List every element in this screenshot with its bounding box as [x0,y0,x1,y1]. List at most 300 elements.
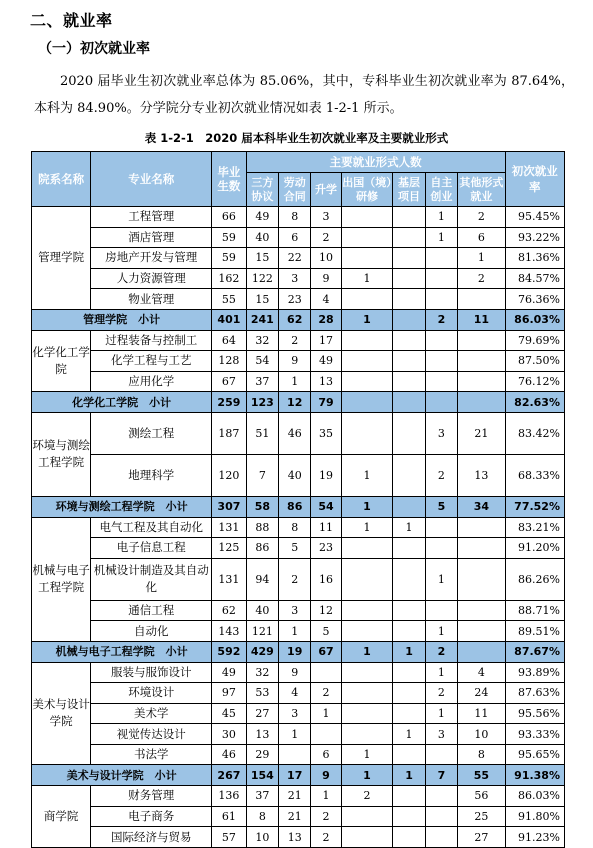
value-cell: 8 [246,806,278,827]
table-row [32,827,565,848]
value-cell: 21 [458,412,506,454]
value-cell: 241 [246,309,278,330]
major-name: 过程装备与控制工 [91,330,212,351]
value-cell: 162 [212,268,247,289]
value-cell [341,412,393,454]
header-form: 出国（境）研修 [341,173,393,207]
table-caption: 表 1-2-1 2020 届本科毕业生初次就业率及主要就业形式 [144,131,449,145]
value-cell [393,703,425,724]
value-cell [393,683,425,704]
value-cell: 3 [279,703,311,724]
table-row [32,371,565,392]
section-title: 二、就业率 [30,11,113,30]
value-cell: 35 [311,412,341,454]
value-cell [393,289,425,310]
value-cell: 1 [393,641,425,662]
value-cell [393,600,425,621]
value-cell: 3 [279,268,311,289]
value-cell [341,371,393,392]
value-cell: 23 [311,538,341,559]
value-cell [425,517,457,538]
value-cell [425,786,457,807]
value-cell [341,827,393,848]
value-cell: 17 [279,765,311,786]
value-cell [393,786,425,807]
value-cell [458,392,506,413]
value-cell: 49 [246,207,278,228]
value-cell [425,538,457,559]
major-name: 房地产开发与管理 [91,248,212,269]
rate-cell: 77.52% [505,496,564,517]
value-cell: 1 [341,744,393,765]
header-major: 专业名称 [91,152,212,207]
rate-cell: 79.69% [505,330,564,351]
value-cell: 154 [246,765,278,786]
value-cell: 51 [246,412,278,454]
value-cell [341,600,393,621]
major-name: 工程管理 [91,207,212,228]
value-cell: 1 [425,558,457,600]
intro-paragraph: 2020 届毕业生初次就业率总体为 85.06%，其中，专科毕业生初次就业率为 87.64%，本科为 84.90%。分学院分专业初次就业情况如表 1-2-1 所示。 [34,74,574,116]
value-cell: 54 [246,351,278,372]
table-row [32,662,565,683]
value-cell [458,351,506,372]
rate-cell: 91.80% [505,806,564,827]
subtotal-row [32,496,565,517]
major-name: 国际经济与贸易 [91,827,212,848]
value-cell: 15 [246,289,278,310]
table-row [32,248,565,269]
table-row [32,412,565,454]
value-cell [425,600,457,621]
value-cell [393,744,425,765]
value-cell [458,621,506,642]
value-cell [425,827,457,848]
value-cell: 1 [311,703,341,724]
value-cell: 5 [311,621,341,642]
value-cell [458,371,506,392]
value-cell [279,744,311,765]
value-cell: 9 [279,662,311,683]
header-form: 其他形式就业 [458,173,506,207]
value-cell: 592 [212,641,247,662]
value-cell: 79 [311,392,341,413]
rate-cell: 76.36% [505,289,564,310]
value-cell: 121 [246,621,278,642]
rate-cell: 91.23% [505,827,564,848]
header-forms-group: 主要就业形式人数 [246,152,505,173]
value-cell: 37 [246,786,278,807]
value-cell [458,330,506,351]
subtotal-label: 管理学院 小计 [32,309,212,330]
value-cell [425,744,457,765]
value-cell: 27 [246,703,278,724]
rate-cell: 87.67% [505,641,564,662]
value-cell: 40 [246,227,278,248]
value-cell: 13 [279,827,311,848]
value-cell: 2 [458,268,506,289]
value-cell: 1 [311,786,341,807]
value-cell: 23 [279,289,311,310]
table-row [32,786,565,807]
rate-cell: 89.51% [505,621,564,642]
value-cell [341,724,393,745]
dept-name: 化学化工学院 [32,330,91,392]
rate-cell: 95.56% [505,703,564,724]
major-name: 酒店管理 [91,227,212,248]
subtotal-label: 化学化工学院 小计 [32,392,212,413]
value-cell [425,371,457,392]
value-cell: 125 [212,538,247,559]
value-cell: 28 [311,309,341,330]
value-cell [393,248,425,269]
value-cell: 27 [458,827,506,848]
value-cell: 40 [279,454,311,496]
value-cell: 3 [279,600,311,621]
dept-name: 环境与测绘工程学院 [32,412,91,496]
subtotal-label: 机械与电子工程学院 小计 [32,641,212,662]
value-cell: 1 [279,724,311,745]
value-cell [458,600,506,621]
value-cell [341,289,393,310]
employment-rate-table [31,151,565,848]
value-cell: 49 [311,351,341,372]
value-cell: 2 [425,309,457,330]
major-name: 测绘工程 [91,412,212,454]
value-cell: 120 [212,454,247,496]
value-cell: 54 [311,496,341,517]
major-name: 通信工程 [91,600,212,621]
value-cell: 2 [425,641,457,662]
value-cell: 86 [279,496,311,517]
value-cell [341,227,393,248]
rate-cell: 87.63% [505,683,564,704]
value-cell: 7 [425,765,457,786]
major-name: 化学工程与工艺 [91,351,212,372]
value-cell: 86 [246,538,278,559]
subtotal-row [32,392,565,413]
value-cell [393,538,425,559]
major-name: 电子商务 [91,806,212,827]
table-row [32,454,565,496]
value-cell [341,621,393,642]
value-cell [393,621,425,642]
rate-cell: 86.03% [505,309,564,330]
value-cell: 2 [311,827,341,848]
value-cell [458,558,506,600]
value-cell: 88 [246,517,278,538]
value-cell: 1 [279,621,311,642]
value-cell: 1 [425,703,457,724]
table-row [32,724,565,745]
value-cell [341,248,393,269]
table-row [32,351,565,372]
header-grads: 毕业生数 [212,152,247,207]
value-cell: 2 [279,330,311,351]
major-name: 电子信息工程 [91,538,212,559]
value-cell: 22 [279,248,311,269]
value-cell [393,496,425,517]
subtotal-row [32,765,565,786]
major-name: 机械设计制造及其自动化 [91,558,212,600]
header-rate: 初次就业率 [505,152,564,207]
major-name: 电气工程及其自动化 [91,517,212,538]
rate-cell: 91.38% [505,765,564,786]
value-cell: 55 [212,289,247,310]
header-dept: 院系名称 [32,152,91,207]
value-cell [341,703,393,724]
major-name: 书法学 [91,744,212,765]
value-cell [393,412,425,454]
value-cell: 10 [246,827,278,848]
value-cell: 94 [246,558,278,600]
value-cell: 1 [425,662,457,683]
value-cell: 19 [311,454,341,496]
rate-cell: 93.22% [505,227,564,248]
rate-cell: 81.36% [505,248,564,269]
value-cell: 307 [212,496,247,517]
value-cell: 30 [212,724,247,745]
value-cell: 9 [279,351,311,372]
value-cell: 62 [279,309,311,330]
value-cell: 2 [425,683,457,704]
value-cell: 2 [311,227,341,248]
table-row [32,330,565,351]
value-cell: 1 [425,227,457,248]
value-cell: 131 [212,517,247,538]
rate-cell: 95.45% [505,207,564,228]
value-cell: 55 [458,765,506,786]
value-cell: 37 [246,371,278,392]
subtotal-row [32,309,565,330]
value-cell: 40 [246,600,278,621]
value-cell: 1 [393,724,425,745]
value-cell [341,806,393,827]
value-cell: 3 [425,412,457,454]
value-cell: 5 [279,538,311,559]
value-cell: 11 [458,309,506,330]
value-cell: 3 [425,724,457,745]
value-cell: 32 [246,662,278,683]
value-cell: 66 [212,207,247,228]
value-cell: 12 [279,392,311,413]
header-form: 三方协议 [246,173,278,207]
value-cell [458,641,506,662]
value-cell: 267 [212,765,247,786]
value-cell: 16 [311,558,341,600]
value-cell: 1 [279,371,311,392]
value-cell: 67 [311,641,341,662]
major-name: 人力资源管理 [91,268,212,289]
table-body [32,207,565,848]
value-cell: 1 [425,207,457,228]
table-row [32,703,565,724]
value-cell [341,330,393,351]
value-cell: 4 [279,683,311,704]
value-cell: 1 [458,248,506,269]
value-cell [393,227,425,248]
subtotal-label: 环境与测绘工程学院 小计 [32,496,212,517]
value-cell: 1 [393,765,425,786]
value-cell: 1 [341,496,393,517]
value-cell [393,330,425,351]
value-cell: 21 [279,786,311,807]
value-cell [458,517,506,538]
rate-cell: 86.26% [505,558,564,600]
value-cell: 143 [212,621,247,642]
value-cell [393,309,425,330]
value-cell: 123 [246,392,278,413]
major-name: 地理科学 [91,454,212,496]
header-form: 劳动合同 [279,173,311,207]
major-name: 环境设计 [91,683,212,704]
value-cell [341,538,393,559]
rate-cell: 95.65% [505,744,564,765]
value-cell: 11 [311,517,341,538]
value-cell [311,724,341,745]
value-cell: 62 [212,600,247,621]
value-cell: 1 [341,641,393,662]
subsection-title: （一）初次就业率 [38,41,150,57]
subtotal-label: 美术与设计学院 小计 [32,765,212,786]
value-cell [341,662,393,683]
value-cell: 19 [279,641,311,662]
value-cell: 17 [311,330,341,351]
value-cell: 259 [212,392,247,413]
value-cell [393,827,425,848]
value-cell [425,248,457,269]
value-cell: 1 [341,517,393,538]
value-cell: 56 [458,786,506,807]
value-cell [425,330,457,351]
value-cell [393,662,425,683]
table-row [32,600,565,621]
rate-cell: 83.42% [505,412,564,454]
value-cell: 2 [279,558,311,600]
value-cell [425,392,457,413]
value-cell: 2 [458,207,506,228]
rate-cell: 93.89% [505,662,564,683]
table-row [32,558,565,600]
value-cell: 49 [212,662,247,683]
value-cell: 2 [311,683,341,704]
major-name: 物业管理 [91,289,212,310]
value-cell: 136 [212,786,247,807]
value-cell: 6 [311,744,341,765]
value-cell: 10 [311,248,341,269]
value-cell [341,683,393,704]
value-cell: 128 [212,351,247,372]
value-cell: 10 [458,724,506,745]
value-cell: 8 [279,517,311,538]
value-cell [393,558,425,600]
table-row [32,621,565,642]
rate-cell: 88.71% [505,600,564,621]
header-form: 自主创业 [425,173,457,207]
value-cell [393,454,425,496]
value-cell: 97 [212,683,247,704]
value-cell [393,371,425,392]
value-cell [311,662,341,683]
value-cell: 6 [458,227,506,248]
value-cell: 57 [212,827,247,848]
rate-cell: 76.12% [505,371,564,392]
value-cell: 45 [212,703,247,724]
value-cell: 1 [393,517,425,538]
table-row [32,207,565,228]
value-cell: 34 [458,496,506,517]
dept-name: 商学院 [32,786,91,848]
value-cell [393,207,425,228]
value-cell: 1 [425,621,457,642]
rate-cell: 91.20% [505,538,564,559]
value-cell: 64 [212,330,247,351]
value-cell: 59 [212,248,247,269]
value-cell: 1 [341,454,393,496]
value-cell [425,806,457,827]
value-cell: 2 [341,786,393,807]
value-cell: 25 [458,806,506,827]
value-cell: 1 [341,765,393,786]
major-name: 美术学 [91,703,212,724]
table-row [32,517,565,538]
value-cell: 2 [425,454,457,496]
value-cell [393,351,425,372]
value-cell [458,289,506,310]
value-cell: 122 [246,268,278,289]
value-cell: 2 [311,806,341,827]
value-cell: 6 [279,227,311,248]
rate-cell: 83.21% [505,517,564,538]
dept-name: 机械与电子工程学院 [32,517,91,641]
value-cell [341,351,393,372]
value-cell: 15 [246,248,278,269]
value-cell [341,392,393,413]
value-cell: 401 [212,309,247,330]
rate-cell: 84.57% [505,268,564,289]
major-name: 财务管理 [91,786,212,807]
value-cell: 4 [311,289,341,310]
value-cell: 59 [212,227,247,248]
dept-name: 管理学院 [32,207,91,310]
value-cell: 24 [458,683,506,704]
header-form: 基层项目 [393,173,425,207]
value-cell: 32 [246,330,278,351]
value-cell: 11 [458,703,506,724]
value-cell [393,268,425,289]
value-cell: 5 [425,496,457,517]
value-cell: 4 [458,662,506,683]
dept-name: 美术与设计学院 [32,662,91,765]
rate-cell: 86.03% [505,786,564,807]
value-cell: 12 [311,600,341,621]
major-name: 应用化学 [91,371,212,392]
subtotal-row [32,641,565,662]
rate-cell: 93.33% [505,724,564,745]
table-row [32,744,565,765]
value-cell: 13 [458,454,506,496]
value-cell: 53 [246,683,278,704]
value-cell: 8 [279,207,311,228]
value-cell: 46 [279,412,311,454]
value-cell: 46 [212,744,247,765]
value-cell: 58 [246,496,278,517]
value-cell: 3 [311,207,341,228]
value-cell [393,392,425,413]
value-cell: 131 [212,558,247,600]
value-cell: 1 [341,309,393,330]
major-name: 自动化 [91,621,212,642]
